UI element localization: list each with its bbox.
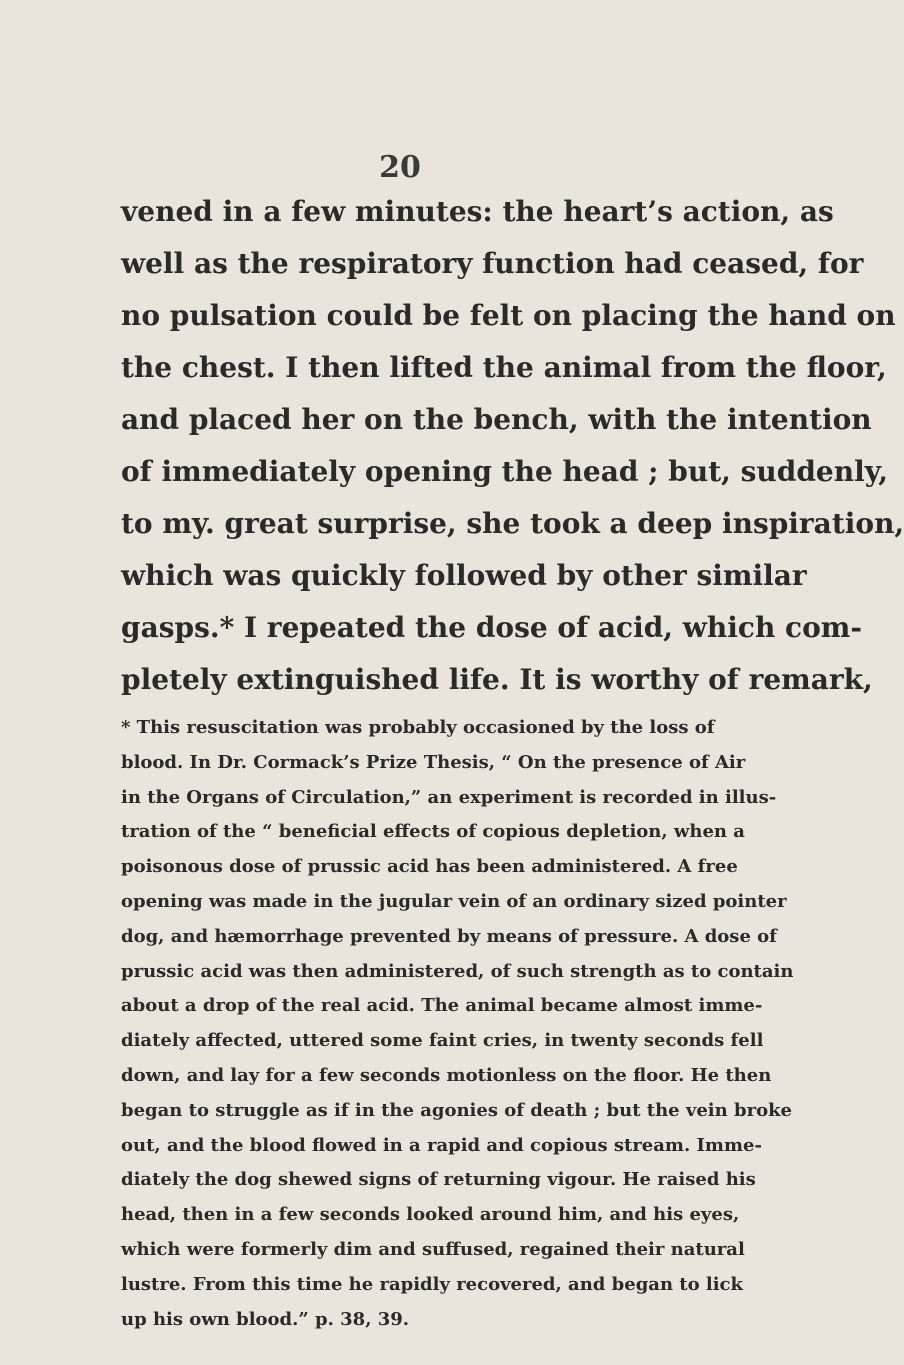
page-number: 20 <box>379 150 421 185</box>
body-line: of immediately opening the head ; but, suddenly, <box>121 455 889 488</box>
footnote-block <box>121 711 794 1337</box>
footnote-line: tration of the “ beneficial effects of copious depletion, when a <box>121 821 745 843</box>
body-line: gasps.* I repeated the dose of acid, which com- <box>121 611 863 644</box>
footnote-line: * This resuscitation was probably occasioned by the loss of <box>121 717 715 738</box>
footnote-line: began to struggle as if in the agonies of death ; but the vein broke <box>121 1099 793 1121</box>
body-line: and placed her on the bench, with the intention <box>121 403 872 436</box>
footnote-line: dog, and hæmorrhage prevented by means of pressure. A dose of <box>121 925 777 947</box>
footnote-line: which were formerly dim and suffused, regained their natural <box>121 1238 745 1260</box>
footnote-line: head, then in a few seconds looked around him, and his eyes, <box>121 1204 740 1226</box>
footnote-line: diately the dog shewed signs of returning vigour. He raised his <box>121 1169 756 1191</box>
footnote-line: prussic acid was then administered, of such strength as to contain <box>121 960 794 982</box>
body-line: which was quickly followed by other similar <box>121 559 807 592</box>
footnote-line: up his own blood.” p. 38, 39. <box>121 1308 410 1330</box>
footnote-line: poisonous dose of prussic acid has been administered. A free <box>121 856 738 878</box>
footnote-line: about a drop of the real acid. The animal became almost imme- <box>121 995 763 1017</box>
footnote-line: in the Organs of Circulation,” an experiment is recorded in illus- <box>121 786 777 808</box>
main-text-block <box>121 186 904 706</box>
body-line: no pulsation could be felt on placing the hand on <box>121 299 896 332</box>
footnote-line: opening was made in the jugular vein of an ordinary sized pointer <box>121 890 787 912</box>
footnote-line: out, and the blood flowed in a rapid and copious stream. Imme- <box>121 1134 762 1156</box>
footnote-line: lustre. From this time he rapidly recovered, and began to lick <box>121 1273 743 1295</box>
body-line: pletely extinguished life. It is worthy of remark, <box>121 663 873 696</box>
body-line: well as the respiratory function had ceased, for <box>121 247 864 280</box>
body-line: vened in a few minutes: the heart’s action, as <box>121 195 834 228</box>
body-line: to my. great surprise, she took a deep inspiration, <box>121 507 904 540</box>
footnote-line: diately affected, uttered some faint cries, in twenty seconds fell <box>121 1030 764 1052</box>
footnote-line: down, and lay for a few seconds motionless on the floor. He then <box>121 1064 772 1086</box>
body-line: the chest. I then lifted the animal from the floor, <box>121 351 887 384</box>
footnote-line: blood. In Dr. Cormack’s Prize Thesis, “ On the presence of Air <box>121 751 746 773</box>
